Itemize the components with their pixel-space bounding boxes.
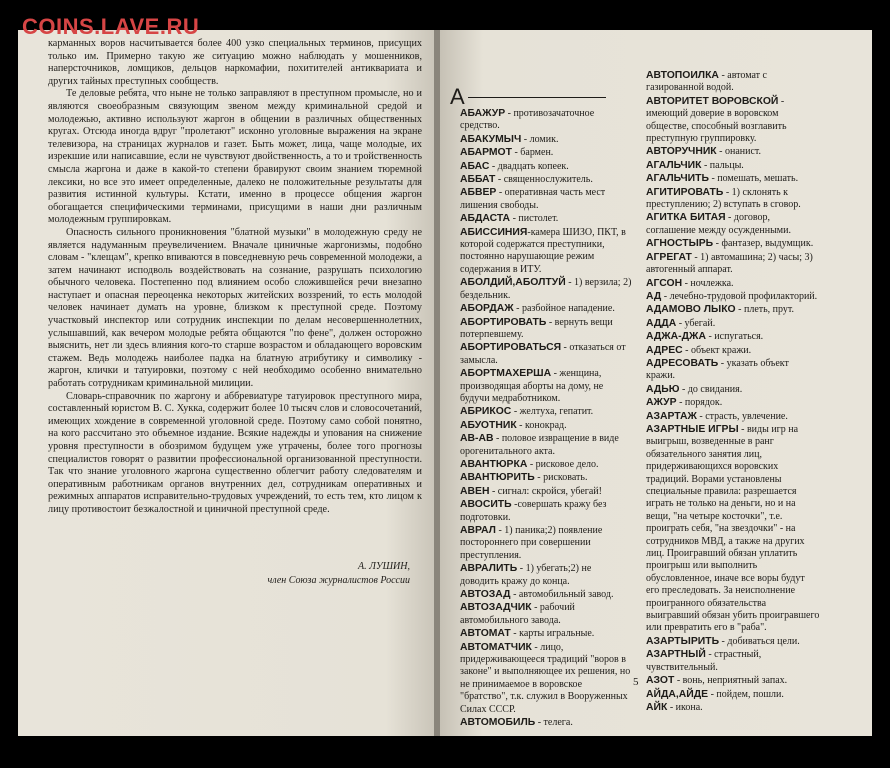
dictionary-entry xyxy=(646,173,820,185)
dictionary-entry xyxy=(646,411,820,423)
entry-term: АБОРДАЖ xyxy=(460,303,514,315)
entry-term: АБУОТНИК xyxy=(460,419,517,431)
entry-term: АЗАРТНЫЙ xyxy=(646,649,706,661)
dictionary-entry xyxy=(646,160,820,172)
dictionary-entry xyxy=(460,108,632,133)
entry-definition: - ломик. xyxy=(521,133,559,145)
entry-definition: - карты игральные. xyxy=(510,628,595,640)
entry-term: АВАНТЮРИТЬ xyxy=(460,472,535,484)
dictionary-entry xyxy=(460,628,632,640)
entry-definition: - автомобильный завод. xyxy=(510,589,614,601)
dictionary-entry xyxy=(460,147,632,159)
entry-definition: - рисковое дело. xyxy=(527,458,599,470)
dictionary-entry xyxy=(460,717,632,729)
dictionary-entry xyxy=(646,70,820,95)
dictionary-entry xyxy=(460,406,632,418)
entry-definition: - страсть, увлечение. xyxy=(696,410,788,422)
dictionary-entry xyxy=(646,238,820,250)
entry-term: АГИТКА БИТАЯ xyxy=(646,212,726,224)
entry-definition: - рисковать. xyxy=(534,472,588,484)
entry-term: АЗАРТАЖ xyxy=(646,410,697,422)
entry-definition: - автомат с газированной водой. xyxy=(646,70,767,94)
dictionary-entry xyxy=(460,368,632,405)
entry-term: АБРИКОС xyxy=(460,406,512,418)
entry-definition: - помешать, мешать. xyxy=(708,173,799,185)
dictionary-entry xyxy=(460,303,632,315)
entry-term: АВТОРУЧНИК xyxy=(646,146,717,158)
entry-term: АБИССИНИЯ xyxy=(460,226,528,238)
dictionary-entry xyxy=(460,227,632,277)
entry-definition: - пистолет. xyxy=(510,213,559,225)
dictionary-entry xyxy=(460,317,632,342)
entry-definition: - бармен. xyxy=(511,147,554,159)
entry-term: АДРЕСОВАТЬ xyxy=(646,357,719,369)
dictionary-entry xyxy=(646,212,820,237)
dictionary-entry xyxy=(460,525,632,562)
entry-term: АВТОЗАД xyxy=(460,589,511,601)
entry-definition: - оперативная часть мест лишения свободы. xyxy=(460,187,606,211)
entry-definition: - объект кражи. xyxy=(682,344,752,356)
entry-definition: - пойдем, пошли. xyxy=(708,688,784,700)
foreword-text xyxy=(48,38,422,517)
entry-term: АБАРМОТ xyxy=(460,147,512,159)
dictionary-entry xyxy=(646,345,820,357)
entry-definition: - указать объект кражи. xyxy=(646,357,789,382)
section-letter: А xyxy=(450,84,465,109)
entry-definition: - пальцы. xyxy=(701,159,744,171)
entry-term: АВ-АВ xyxy=(460,433,494,445)
paragraph: карманных воров насчитывается более 400 узко специальных терминов, присущих только им. Примерно такую же ситуацию можно наблюдать у мошенников, наперсточников, ломщиков, дельцов наркомафии, похитителей антиквариата и других тайных преступных сообществ. xyxy=(48,38,422,87)
entry-definition: -совершать кражу без подготовки. xyxy=(460,499,607,523)
dictionary-entry xyxy=(460,563,632,588)
entry-definition: - женщина, производящая аборты на дому, не будучи медработником. xyxy=(460,368,604,404)
entry-definition: - 1) склонять к преступлению; 2) вступать в сговор. xyxy=(646,186,801,211)
paragraph: Опасность сильного проникновения "блатной музыки" в молодежную среду не является надуманным преувеличением. Вначале циничные жаргонизмы, подобно словам - "клещам", крепко впиваются в повседневную речь современной молодежи, а затем начинают исподволь воздействовать на сознание, разрушать психологию обычного человека. Постепенно под влиянием особо сложившейся речи внезапно наступает и опасная переоценка некоторых житейских воззрений, то есть молодой человек начинает думать на уровне, близком к преступной среде. Поэтому участковый инспектор или сотрудник инспекции по делам несовершеннолетних, услышавший, как вечером молодые ребята общаются "по фене", должен осторожно выяснить, нет ли здесь влияния кого-то старше возрастом и обладающего воровским стажем. Ведь молодежь наиболее падка на блатную атрибутику и символику - жаргон, клички и татуировки, поэтому с ней необходимо особенно внимательно работать сотрудникам криминальной милиции. xyxy=(48,226,422,390)
entry-term: АБОРТИРОВАТЬ xyxy=(460,316,547,328)
entry-definition: - имеющий доверие в воровском обществе, способный возглавить преступную группировку. xyxy=(646,95,787,145)
entry-definition: - вернуть вещи потерпевшему. xyxy=(460,316,613,340)
entry-term: АГАЛЬЧИК xyxy=(646,159,702,171)
entry-term: АБОРТИРОВАТЬСЯ xyxy=(460,342,562,354)
entry-term: АДРЕС xyxy=(646,344,683,356)
entry-definition: - 1) верзила; 2) бездельник. xyxy=(460,277,632,301)
dictionary-entry xyxy=(460,486,632,498)
entry-definition: - страстный, чувствительный. xyxy=(646,649,762,673)
entry-definition: - виды игр на выигрыш, возведенные в ранг обязательного занятия лиц, придерживающихся воровских традиций. Ворами установлены специальные правила: разрешается играть не только на деньги, но и на вещи, "на четыре косточки", т.е. проиграть себя, "на звездочки" - на сотрудников МВД, а также на других лиц. Проигравший обязан уплатить проигрыш или выполнить обусловленное, иначе все воры будут его преследовать. За неисполнение проигранного обязательства выигравший обязан убить проигравшего или превратить его в "раба". xyxy=(646,423,820,634)
entry-definition: - ночлежка. xyxy=(682,277,734,289)
dictionary-entry xyxy=(460,433,632,458)
entry-term: АВТОЗАДЧИК xyxy=(460,602,532,614)
signature-name: А. ЛУШИН, xyxy=(358,561,410,572)
entry-term: АБАС xyxy=(460,160,490,172)
entry-definition: - телега. xyxy=(535,717,573,729)
dictionary-entry xyxy=(460,420,632,432)
dictionary-entry xyxy=(460,187,632,212)
dictionary-column-1 xyxy=(460,108,632,731)
dictionary-entry xyxy=(460,602,632,627)
entry-definition: - договор, соглашение между осужденными. xyxy=(646,212,791,236)
entry-definition: - убегай. xyxy=(676,317,716,329)
entry-term: АВТОРИТЕТ ВОРОВСКОЙ xyxy=(646,95,779,107)
entry-term: АБОЛДИЙ,АБОЛТУЙ xyxy=(460,277,566,289)
site-watermark: COINS.LAVE.RU xyxy=(22,14,200,39)
dictionary-entry xyxy=(460,213,632,225)
paragraph: Словарь-справочник по жаргону и аббревиатуре татуировок преступного мира, составленный юристом В. С. Хукка, содержит более 10 тысяч слов и словосочетаний, имеющих хождение в современной уголовной среде. Поэтому само собой понятно, на кого рассчитано это объемное издание. Всякие надежды и упования на снижение уровня преступности в обозримом будущем уже утрачены, более того прогнозы специалистов говорят о развитии профессиональной организованной преступности. Так что знание уголовного жаргона существенно облегчит работу следователям и оперативным работникам органов внутренних дел, сотрудникам оперативных и режимных аппаратов исправительно-трудовых учреждений, то есть тем, кто лицом к лицу противостоит безжалостной и циничной преступной среде. xyxy=(48,390,422,515)
dictionary-entry xyxy=(460,499,632,524)
page-number: 5 xyxy=(633,676,639,688)
entry-definition: - онанист. xyxy=(716,146,762,158)
entry-term: АЗАРТНЫЕ ИГРЫ xyxy=(646,423,739,435)
dictionary-entry xyxy=(646,649,820,674)
entry-definition: - испугаться. xyxy=(705,331,764,343)
entry-definition: - двадцать копеек. xyxy=(489,160,569,172)
entry-definition: - 1) автомашина; 2) часы; 3) автогенный аппарат. xyxy=(646,251,813,276)
entry-term: АГИТИРОВАТЬ xyxy=(646,186,724,198)
entry-definition: - фантазер, выдумщик. xyxy=(713,238,814,250)
entry-term: АЖУР xyxy=(646,397,677,409)
dictionary-entry xyxy=(646,331,820,343)
entry-definition: - 1) убегать;2) не доводить кражу до конца. xyxy=(460,563,592,587)
dictionary-entry xyxy=(460,472,632,484)
entry-definition: - икона. xyxy=(667,701,703,713)
entry-definition: - до свидания. xyxy=(679,383,743,395)
entry-term: АДЖА-ДЖА xyxy=(646,331,706,343)
entry-definition: - сигнал: скройся, убегай! xyxy=(489,485,602,497)
dictionary-entry xyxy=(646,636,820,648)
entry-term: АГАЛЬЧИТЬ xyxy=(646,173,709,185)
entry-term: АЙДА,АЙДЕ xyxy=(646,688,709,700)
dictionary-entry xyxy=(646,397,820,409)
dictionary-entry xyxy=(460,642,632,716)
dictionary-entry xyxy=(646,384,820,396)
author-signature xyxy=(230,560,410,588)
entry-term: АВРАЛ xyxy=(460,525,496,536)
entry-definition: - разбойное нападение. xyxy=(513,303,615,315)
entry-definition: - вонь, неприятный запах. xyxy=(674,675,788,687)
dictionary-entry xyxy=(646,291,820,303)
dictionary-entry xyxy=(460,459,632,471)
signature-title: член Союза журналистов России xyxy=(267,575,410,586)
entry-definition: - лечебно-трудовой профилакторий. xyxy=(661,290,818,302)
entry-definition: - добиваться цели. xyxy=(719,635,800,647)
dictionary-entry xyxy=(460,161,632,173)
entry-term: АГРЕГАТ xyxy=(646,251,692,263)
dictionary-entry xyxy=(646,675,820,687)
dictionary-entry xyxy=(646,278,820,290)
entry-term: АВРАЛИТЬ xyxy=(460,563,518,575)
entry-term: АВЕН xyxy=(460,485,490,497)
entry-term: АВТОМОБИЛЬ xyxy=(460,717,536,729)
entry-term: АВТОПОИЛКА xyxy=(646,70,719,81)
entry-term: АЙК xyxy=(646,701,668,713)
dictionary-entry xyxy=(460,589,632,601)
dictionary-entry xyxy=(646,689,820,701)
entry-term: АББАТ xyxy=(460,174,496,186)
entry-term: АБАКУМЫЧ xyxy=(460,133,522,145)
dictionary-entry xyxy=(460,342,632,367)
entry-term: АЗОТ xyxy=(646,675,675,687)
dictionary-entry xyxy=(646,146,820,158)
entry-term: АБВЕР xyxy=(460,187,497,199)
entry-term: АВАНТЮРКА xyxy=(460,458,528,470)
entry-definition: - порядок. xyxy=(676,397,723,409)
entry-definition: - отказаться от замысла. xyxy=(460,342,626,366)
dictionary-column-2 xyxy=(646,70,820,715)
entry-definition: - плеть, прут. xyxy=(735,304,795,316)
entry-definition: - противозачаточное средство. xyxy=(460,108,595,132)
entry-definition: - половое извращение в виде орогенитального акта. xyxy=(460,433,619,457)
dictionary-entry xyxy=(646,304,820,316)
dictionary-entry xyxy=(646,318,820,330)
dictionary-entry xyxy=(460,174,632,186)
entry-term: АБДАСТА xyxy=(460,213,511,225)
entry-term: АВОСИТЬ xyxy=(460,499,512,511)
entry-term: АДЬЮ xyxy=(646,383,680,395)
entry-term: АД xyxy=(646,290,662,302)
dictionary-entry xyxy=(646,702,820,714)
entry-definition: - 1) паника;2) появление постороннего при совершении преступления. xyxy=(460,525,603,561)
dictionary-entry xyxy=(646,358,820,383)
entry-definition: - рабочий автомобильного завода. xyxy=(460,602,575,626)
entry-term: АБОРТМАХЕРША xyxy=(460,368,552,380)
dictionary-entry xyxy=(460,277,632,302)
entry-definition: - лицо, придерживающееся традиций "воров в законе" и выполняющее их решения, но не принимаемое в воровское "братство", т.к. служил в Вооруженных Силах СССР. xyxy=(460,641,631,715)
entry-term: АДАМОВО ЛЫКО xyxy=(646,304,736,316)
entry-definition: - желтуха, гепатит. xyxy=(511,406,594,418)
section-rule xyxy=(468,97,606,98)
entry-term: АДДА xyxy=(646,317,677,329)
entry-term: АГНОСТЫРЬ xyxy=(646,238,714,250)
entry-term: АВТОМАТЧИК xyxy=(460,641,532,653)
entry-definition: - конокрад. xyxy=(516,419,567,431)
entry-term: АЗАРТЫРИТЬ xyxy=(646,635,720,647)
dictionary-entry xyxy=(646,187,820,212)
dictionary-entry xyxy=(646,424,820,635)
dictionary-entry xyxy=(646,96,820,146)
entry-definition: -камера ШИЗО, ПКТ, в которой содержатся преступники, постоянно нарушающие режим содержания в ИТУ. xyxy=(460,226,626,275)
entry-term: АВТОМАТ xyxy=(460,628,511,640)
entry-term: АГСОН xyxy=(646,277,683,289)
paragraph: Те деловые ребята, что ныне не только заправляют в преступном промысле, но и являются своеобразным связующим звеном между криминальной средой и молодежью, активно используют жаргон в общении в различных общественных кругах. Отсюда иногда вдруг "пролетают" исконно уголовные выражения на экране телевизора, на страницах журналов и газет. Быть может, лица, чаще молодые, их изрекшие или написавшие, если не чувствуют двойственность, а то и тройственность смысла жаргона и даже в какой-то степени бравируют своим знанием тюремной лексики, но все это имеет определенные, далеко не положительные результаты для развития истинной культуры. Кстати, именно в процессе общения жаргон обогащается специфическими терминами, присущими в наши дни различным молодежным группировкам. xyxy=(48,88,422,226)
dictionary-entry xyxy=(460,134,632,146)
dictionary-entry xyxy=(646,252,820,277)
entry-term: АБАЖУР xyxy=(460,108,506,119)
entry-definition: - священнослужитель. xyxy=(495,174,593,186)
